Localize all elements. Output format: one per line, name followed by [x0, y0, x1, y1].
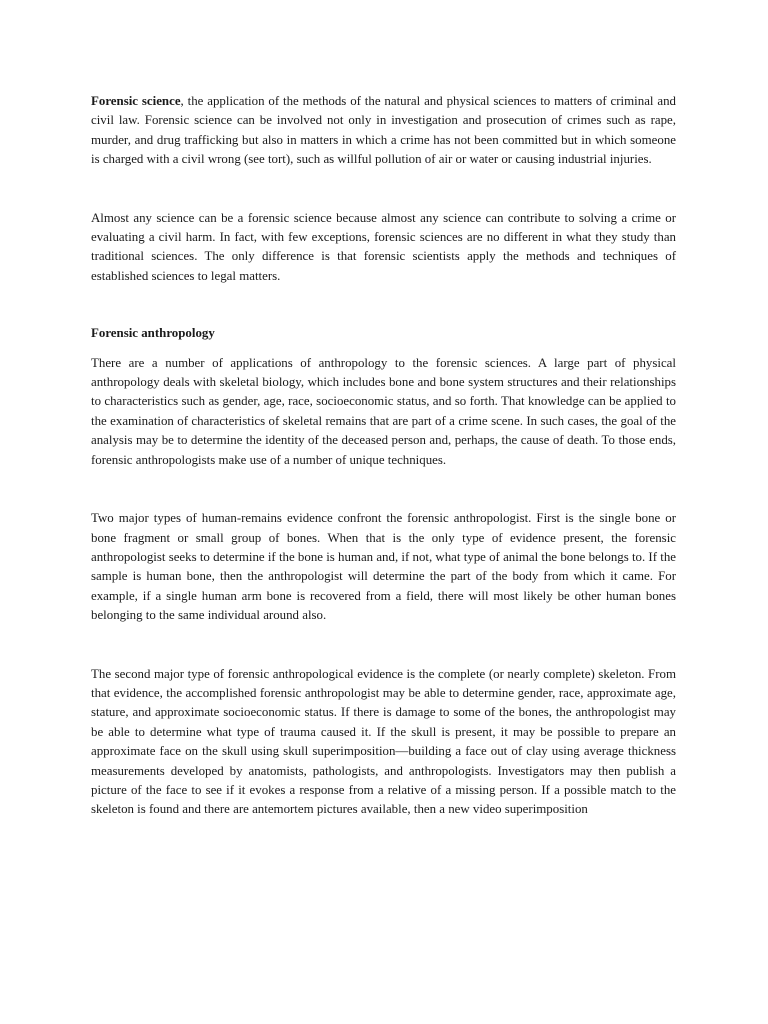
- remains-evidence-paragraph: Two major types of human-remains evidence confront the forensic anthropologist. First is the single bone or bone fragment or small group of bones. When that is the only type of evidence present, the forensic anthropologist seeks to determine if the bone is human and, if not, what type of animal the bone belongs to. If the sample is human bone, then the anthropologist will determine the part of the body from which it came. For example, if a single human arm bone is recovered from a field, there will most likely be other human bones belonging to the same individual around also.: [91, 511, 676, 623]
- paragraph-spacer: [91, 470, 676, 509]
- paragraph-spacer: [91, 170, 676, 209]
- intro-paragraph-text: , the application of the methods of the natural and physical sciences to matters of criminal and civil law. Forensic science can be involved not only in investigation and prosecution of crimes such as rape, murder, and drug trafficking but also in matters in which a crime has not been committed but in which someone is charged with a civil wrong (see tort), such as willful pollution of air or water or causing industrial injuries.: [91, 94, 676, 167]
- forensic-science-term: Forensic science: [91, 94, 181, 108]
- document-page: [91, 92, 676, 820]
- section-heading-forensic-anthropology: Forensic anthropology: [91, 326, 215, 341]
- paragraph-spacer: [91, 626, 676, 665]
- paragraph-spacer: [91, 286, 676, 324]
- science-paragraph: Almost any science can be a forensic science because almost any science can contribute to solving a crime or evaluating a civil harm. In fact, with few exceptions, forensic sciences are no different in what they study than traditional sciences. The only difference is that forensic scientists apply the methods and techniques of established sciences to legal matters.: [91, 210, 676, 283]
- heading-spacer: [91, 344, 676, 354]
- anthropology-paragraph: There are a number of applications of anthropology to the forensic sciences. A large part of physical anthropology deals with skeletal biology, which includes bone and bone system structures and their relationships to characteristics such as gender, age, race, socioeconomic status, and so forth. That knowledge can be applied to the examination of characteristics of skeletal remains that are part of a crime scene. In such cases, the goal of the analysis may be to determine the identity of the deceased person and, perhaps, the cause of death. To those ends, forensic anthropologists make use of a number of unique techniques.: [91, 355, 676, 467]
- skeleton-evidence-paragraph: The second major type of forensic anthropological evidence is the complete (or nearly complete) skeleton. From that evidence, the accomplished forensic anthropologist may be able to determine gender, race, approximate age, stature, and approximate socioeconomic status. If there is damage to some of the bones, the anthropologist may be able to determine what type of trauma caused it. If the skull is present, it may be possible to prepare an approximate face on the skull using skull superimposition—building a face out of clay using average thickness measurements developed by anatomists, pathologists, and anthropologists. Investigators may then publish a picture of the face to see if it evokes a response from a relative of a missing person. If a possible match to the skeleton is found and there are antemortem pictures available, then a new video superimposition: [91, 666, 676, 817]
- intro-paragraph: [91, 92, 676, 170]
